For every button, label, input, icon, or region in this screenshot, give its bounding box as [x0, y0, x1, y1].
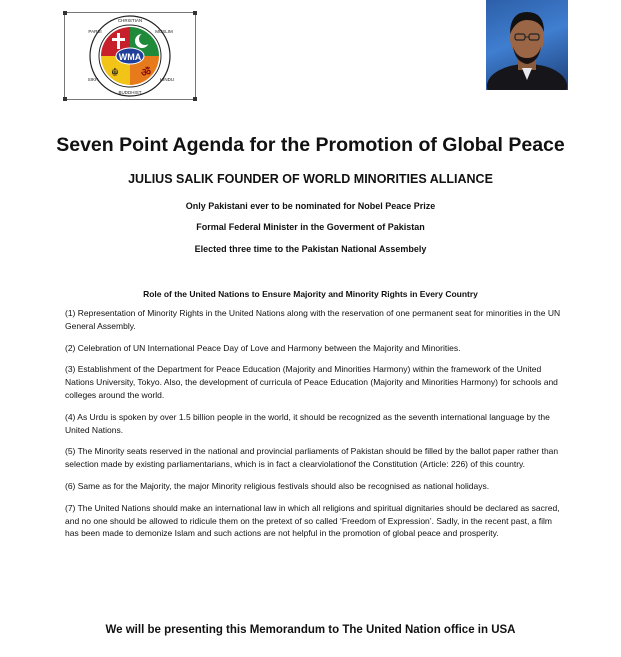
document-subtitle: JULIUS SALIK FOUNDER OF WORLD MINORITIES ALLIANCE — [128, 172, 493, 186]
agenda-point-4: (4) As Urdu is spoken by over 1.5 billion people in the world, it should be recognized as the seventh international language by the United Nations. — [65, 411, 550, 435]
document-title: Seven Point Agenda for the Promotion of Global Peace — [56, 134, 565, 156]
ring-word: CHRISTIAN — [117, 18, 143, 23]
ring-word: SIKH — [87, 77, 99, 82]
wma-logo — [65, 13, 195, 99]
om-icon: ॐ — [141, 66, 152, 79]
role-heading: Role of the United Nations to Ensure Majority and Minority Rights in Every Country — [143, 289, 478, 299]
agenda-point-2: (2) Celebration of UN International Peace Day of Love and Harmony between the Majority and Minorities. — [65, 342, 461, 353]
ring-word: PARSI — [88, 29, 102, 34]
khanda-icon: ☬ — [111, 66, 119, 79]
memorandum-footer: We will be presenting this Memorandum to The United Nation office in USA — [105, 624, 516, 636]
meta-line-nobel: Only Pakistani ever to be nominated for Nobel Peace Prize — [185, 201, 436, 211]
founder-portrait — [486, 0, 568, 90]
ring-word: HINDU — [159, 77, 175, 82]
agenda-point-5: (5) The Minority seats reserved in the national and provincial parliaments of Pakistan should be filled by the ballot paper rather than selection made by existing parliamentarians, which is in fact a clearviolationof the Constitution (Article: 226) of this country. — [65, 446, 559, 470]
agenda-point-6: (6) Same as for the Majority, the major Minority religious festivals should also be recognised as national holidays. — [65, 480, 490, 491]
ring-word: MUSLIM — [155, 29, 173, 34]
logo-text: WMA — [118, 52, 142, 62]
agenda-point-7: (7) The United Nations should make an international law in which all religions and spiritual dignitaries should be declared as sacred, and no one should be allowed to ridicule them on the pretext of so called ‘Freedom of Expression’. Sadly, in the recent past, a film has been made to demonize Islam and such actions are not helpful in the promotion of global peace and prosperity. — [65, 502, 560, 539]
agenda-point-3: (3) Establishment of the Department for Peace Education (Majority and Minorities Harmony) within the framework of the United Nations University, Tokyo. Also, the development of curricula of Peace Education (Majority and Minorities Harmony) for schools and colleges around the world. — [65, 364, 558, 400]
meta-line-assembly: Elected three time to the Pakistan National Assembely — [194, 244, 427, 254]
ring-word: BUDDHIST — [118, 90, 142, 95]
agenda-point-1: (1) Representation of Minority Rights in the United Nations along with the reservation of one permanent seat for minorities in the UN General Assembly. — [65, 308, 561, 331]
meta-line-minister: Formal Federal Minister in the Goverment of Pakistan — [196, 222, 425, 232]
portrait-illustration — [486, 0, 568, 90]
agenda-points — [65, 307, 563, 549]
wma-logo-frame — [64, 12, 196, 100]
